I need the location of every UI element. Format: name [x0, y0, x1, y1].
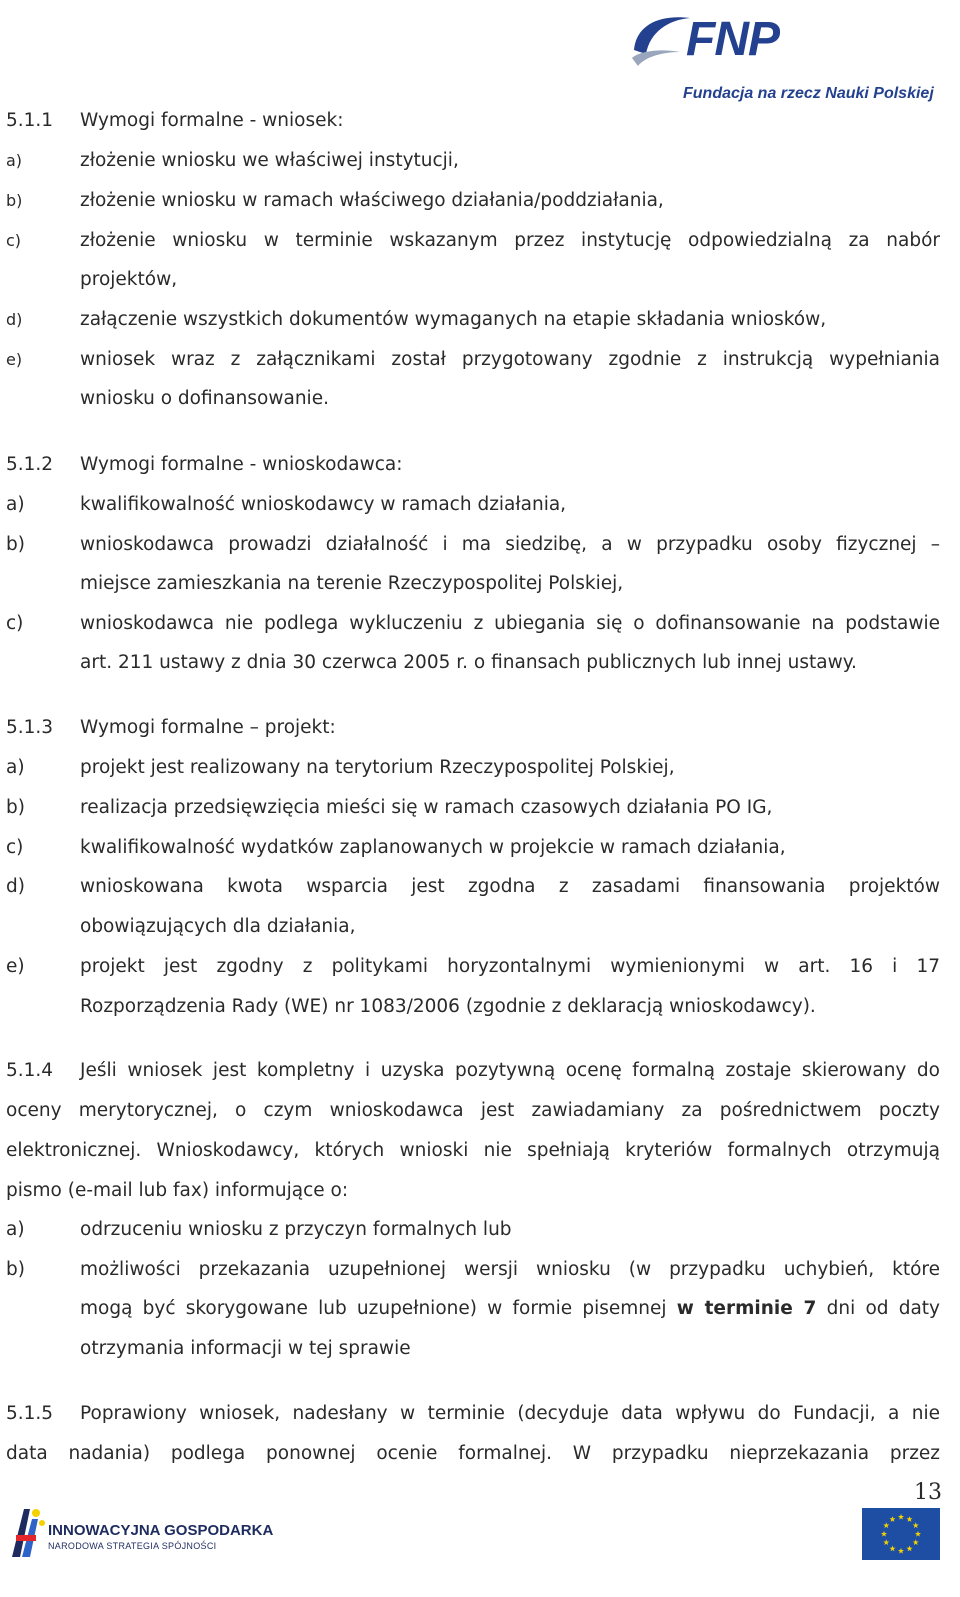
list-marker: a) — [6, 1219, 25, 1240]
eu-star-icon — [915, 1531, 921, 1537]
fnp-logo — [628, 6, 958, 106]
list-text: kwalifikowalność wydatków zaplanowanych w projekcie w ramach działania, — [80, 837, 786, 858]
eu-star-icon — [913, 1522, 919, 1528]
list-text: załączenie wszystkich dokumentów wymaganych na etapie składania wniosków, — [80, 309, 827, 330]
list-text: wnioskodawca prowadzi działalność i ma siedzibę, a w przypadku osoby fizycznej – — [80, 534, 940, 555]
list-marker: c) — [6, 837, 24, 858]
list-text: złożenie wniosku we właściwej instytucji, — [80, 150, 459, 171]
list-marker: a) — [6, 151, 23, 170]
ig-title: INNOWACYJNA GOSPODARKA — [48, 1522, 274, 1539]
list-text: realizacja przedsięwzięcia mieści się w ramach czasowych działania PO IG, — [80, 797, 773, 818]
eu-star-icon — [881, 1531, 887, 1537]
list-text: wnioskodawca nie podlega wykluczeniu z ubiegania się o dofinansowanie na podstawie — [80, 613, 940, 634]
text-run: dni od daty — [816, 1298, 940, 1319]
list-text: miejsce zamieszkania na terenie Rzeczypospolitej Polskiej, — [80, 573, 624, 594]
list-text: otrzymania informacji w tej sprawie — [80, 1338, 411, 1359]
list-marker: b) — [6, 1259, 25, 1280]
list-text: możliwości przekazania uzupełnionej wersji wniosku (w przypadku uchybień, które — [80, 1259, 940, 1280]
page-number: 13 — [914, 1480, 942, 1505]
list-text: projekt jest realizowany na terytorium Rzeczypospolitej Polskiej, — [80, 757, 675, 778]
list-text: obowiązujących dla działania, — [80, 916, 356, 937]
list-text: projektów, — [80, 269, 178, 290]
paragraph-text: Jeśli wniosek jest kompletny i uzyska pozytywną ocenę formalną zostaje skierowany do — [80, 1060, 940, 1081]
list-text: wniosek wraz z załącznikami został przygotowany zgodnie z instrukcją wypełniania — [80, 349, 940, 370]
eu-flag-icon — [862, 1508, 940, 1560]
eu-stars-icon — [862, 1508, 940, 1560]
list-text: wniosku o dofinansowanie. — [80, 388, 329, 409]
list-text: Rozporządzenia Rady (WE) nr 1083/2006 (zgodnie z deklaracją wnioskodawcy). — [80, 996, 816, 1017]
section-number: 5.1.1 — [6, 110, 54, 131]
section-title: Wymogi formalne - wniosek: — [80, 110, 344, 131]
paragraph-line: pismo (e-mail lub fax) informujące o: — [6, 1180, 349, 1201]
ig-subtitle: NARODOWA STRATEGIA SPÓJNOŚCI — [48, 1541, 217, 1551]
section-title: Wymogi formalne – projekt: — [80, 717, 336, 738]
list-text — [80, 1297, 940, 1321]
list-marker: c) — [6, 231, 22, 250]
list-text: kwalifikowalność wnioskodawcy w ramach działania, — [80, 494, 567, 515]
list-text: projekt jest zgodny z politykami horyzontalnymi wymienionymi w art. 16 i 17 — [80, 956, 940, 977]
paragraph-line: data nadania) podlega ponownej ocenie formalnej. W przypadku nieprzekazania przez — [6, 1443, 940, 1464]
list-text: art. 211 ustawy z dnia 30 czerwca 2005 r. o finansach publicznych lub innej ustawy. — [80, 652, 857, 673]
list-text: odrzuceniu wniosku z przyczyn formalnych lub — [80, 1219, 512, 1240]
list-text: złożenie wniosku w terminie wskazanym przez instytucję odpowiedzialną za nabór — [80, 230, 940, 251]
section-number: 5.1.3 — [6, 717, 54, 738]
list-marker: a) — [6, 757, 25, 778]
deadline-emphasis: w terminie 7 — [676, 1298, 817, 1319]
ig-emblem-icon — [6, 1505, 46, 1561]
eu-star-icon — [906, 1546, 912, 1552]
list-marker: d) — [6, 876, 25, 897]
section-title: Wymogi formalne - wnioskodawca: — [80, 454, 403, 475]
list-marker: e) — [6, 956, 25, 977]
eu-star-icon — [906, 1516, 912, 1522]
section-number: 5.1.2 — [6, 454, 54, 475]
section-number: 5.1.5 — [6, 1403, 54, 1424]
paragraph-text: Poprawiony wniosek, nadesłany w terminie (decyduje data wpływu do Fundacji, a nie — [80, 1403, 940, 1424]
eu-star-icon — [898, 1548, 904, 1554]
section-number: 5.1.4 — [6, 1060, 54, 1081]
fnp-wordmark: FNP — [686, 13, 779, 66]
list-text: wnioskowana kwota wsparcia jest zgodna z zasadami finansowania projektów — [80, 876, 940, 897]
eu-star-icon — [913, 1539, 919, 1545]
list-marker: b) — [6, 191, 23, 210]
paragraph-line: elektronicznej. Wnioskodawcy, których wnioski nie spełniają kryteriów formalnych otrzymują — [6, 1140, 940, 1161]
list-marker: c) — [6, 613, 24, 634]
text-run: mogą być skorygowane lub uzupełnione) w formie pisemnej — [80, 1298, 677, 1319]
list-text: złożenie wniosku w ramach właściwego działania/poddziałania, — [80, 190, 664, 211]
paragraph-line: oceny merytorycznej, o czym wnioskodawca jest zawiadamiany za pośrednictwem poczty — [6, 1100, 940, 1121]
list-marker: b) — [6, 534, 25, 555]
list-marker: a) — [6, 494, 25, 515]
fnp-tagline: Fundacja na rzecz Nauki Polskiej — [683, 85, 934, 102]
list-marker: b) — [6, 797, 25, 818]
list-marker: e) — [6, 350, 23, 369]
eu-star-icon — [889, 1546, 895, 1552]
eu-star-icon — [898, 1514, 904, 1520]
eu-star-icon — [883, 1522, 889, 1528]
list-marker: d) — [6, 310, 23, 329]
eu-star-icon — [889, 1516, 895, 1522]
eu-star-icon — [883, 1539, 889, 1545]
innowacyjna-gospodarka-logo — [6, 1505, 274, 1565]
